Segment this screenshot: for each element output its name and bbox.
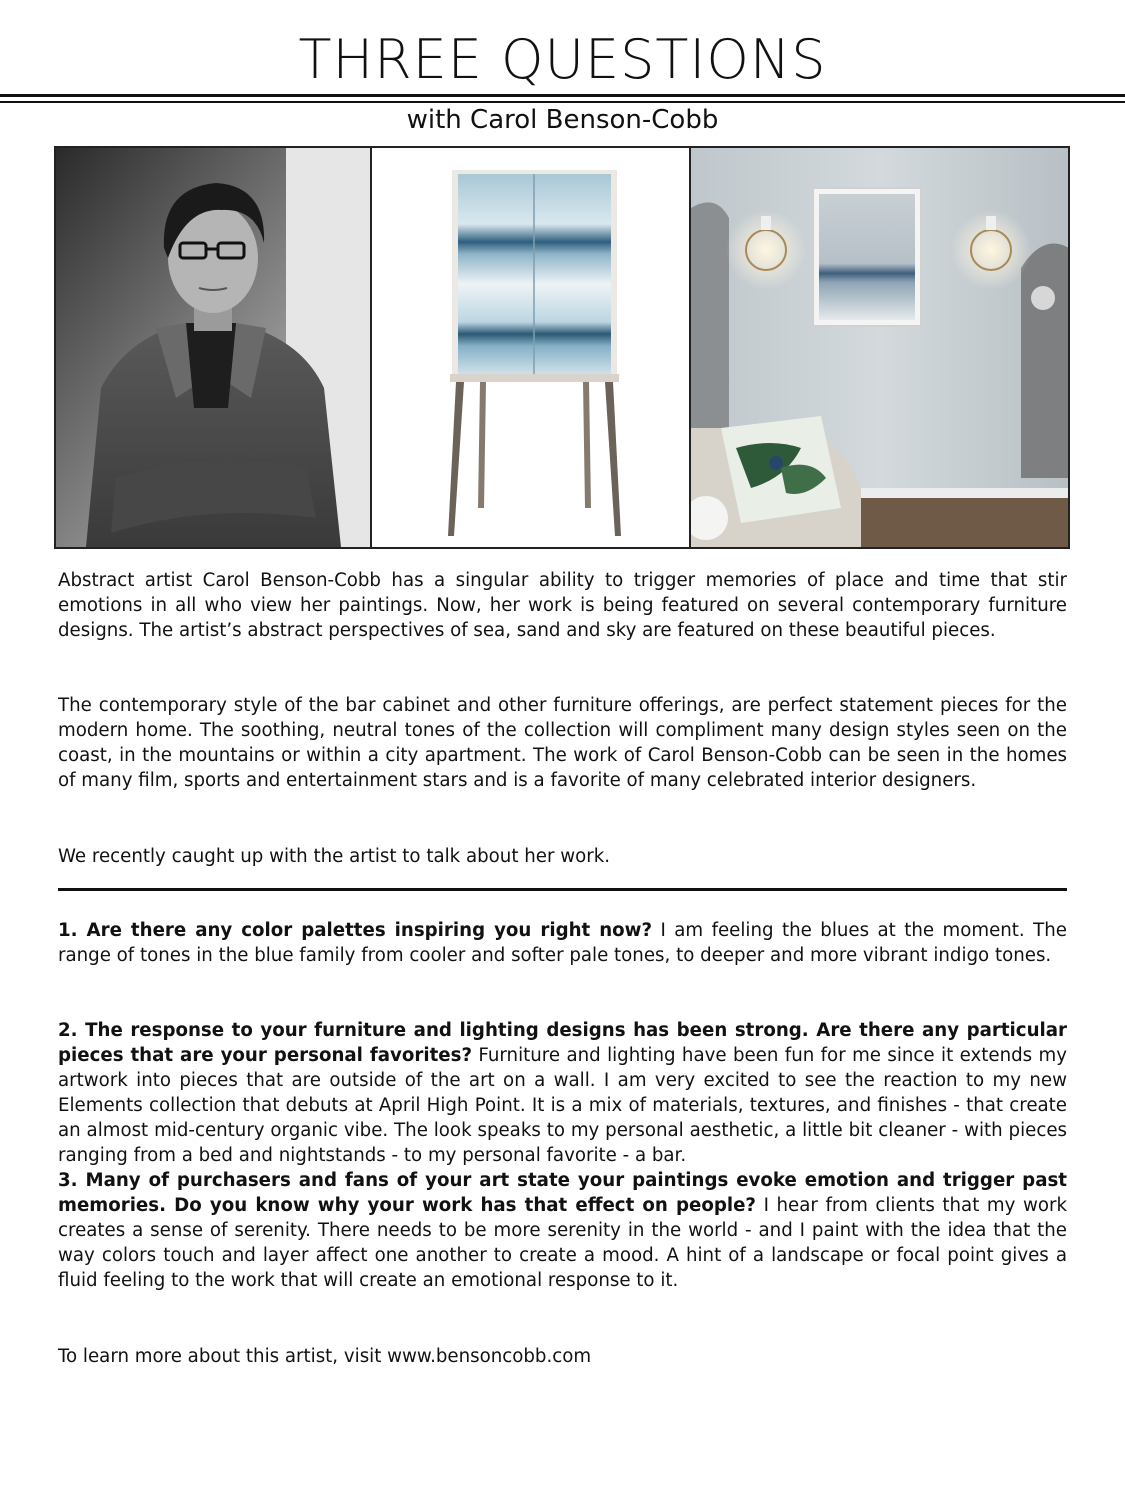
artist-portrait-photo [56, 148, 370, 547]
cabinet-photo-icon [372, 148, 690, 547]
intro-paragraph-3: We recently caught up with the artist to talk about her work. [58, 846, 611, 867]
question-2: 2. The response to your furniture and lighting designs has been strong. Are there any particular pieces that are your personal favorites? [58, 1020, 1067, 1066]
qa-item-2 [58, 1018, 1067, 1168]
qa-item-1 [58, 918, 1067, 968]
interior-room-photo [689, 148, 1068, 547]
photo-strip [54, 146, 1070, 549]
question-3: 3. Many of purchasers and fans of your art state your paintings evoke emotion and trigger past memories. Do you know why your work has that effect on people? [58, 1170, 1067, 1216]
answer-2: Furniture and lighting have been fun for me since it extends my artwork into pieces that are outside of the art on a wall. I am very excited to see the reaction to my new Elements collection that debuts at April High Point. It is a mix of materials, textures, and finishes - that create an almost mid-century organic vibe. The look speaks to my personal aesthetic, a little bit cleaner - with pieces ranging from a bed and nightstands - to my personal favorite - a bar. [58, 1045, 1067, 1166]
question-1: 1. Are there any color palettes inspiring you right now? [58, 920, 653, 941]
answer-3: I hear from clients that my work creates a sense of serenity. There needs to be more serenity in the world - and I paint with the idea that the way colors touch and layer affect one another to create a mood. A hint of a landscape or focal point gives a fluid feeling to the work that will create an emotional response to it. [58, 1195, 1067, 1291]
intro-paragraph-1: Abstract artist Carol Benson-Cobb has a singular ability to trigger memories of place and time that stir emotions in all who view her paintings. Now, her work is being featured on several contemporary furniture designs. The artist’s abstract perspectives of sea, sand and sky are featured on these beautiful pieces. [58, 570, 1067, 641]
portrait-photo-icon [56, 148, 370, 547]
section-divider [58, 888, 1067, 891]
bar-cabinet-photo [370, 148, 690, 547]
answer-1: I am feeling the blues at the moment. The range of tones in the blue family from cooler and softer pale tones, to deeper and more vibrant indigo tones. [58, 920, 1067, 966]
room-photo-icon [691, 148, 1068, 547]
footer-note: To learn more about this artist, visit www.bensoncobb.com [58, 1346, 592, 1367]
page-title: THREE QUESTIONS [298, 28, 827, 91]
intro-paragraph-2: The contemporary style of the bar cabinet and other furniture offerings, are perfect statement pieces for the modern home. The soothing, neutral tones of the collection will compliment many design styles seen on the coast, in the mountains or within a city apartment. The work of Carol Benson-Cobb can be seen in the homes of many film, sports and entertainment stars and is a favorite of many celebrated interior designers. [58, 695, 1067, 791]
qa-item-3 [58, 1168, 1067, 1293]
title-rule-thick [0, 94, 1125, 97]
page-subtitle: with Carol Benson-Cobb [406, 105, 719, 135]
